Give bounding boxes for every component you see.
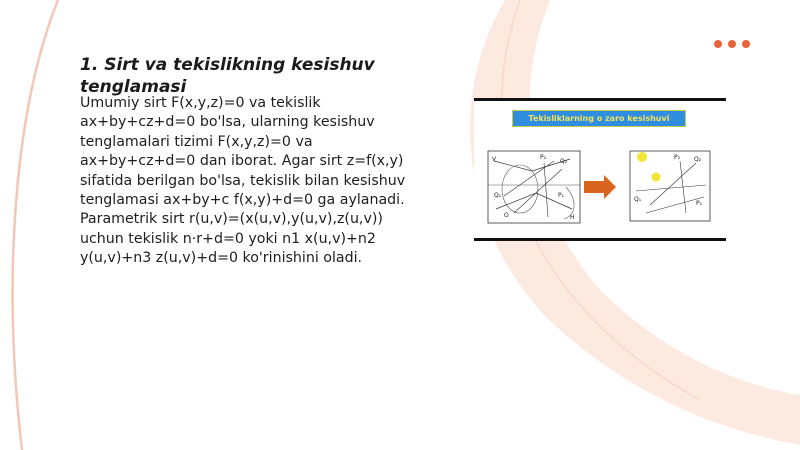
left-label-q1: Q₁ — [494, 192, 502, 199]
figure-header: Tekisliklarning o zaro kesishuvi — [512, 110, 686, 127]
accent-dot — [728, 40, 736, 48]
left-label-p2: P₂ — [540, 154, 547, 161]
accent-dots — [714, 40, 750, 48]
yellow-marker-mid — [652, 173, 661, 182]
thin-left-arc — [13, 0, 58, 450]
left-label-h: H — [570, 214, 575, 221]
left-label-o: O — [504, 212, 509, 219]
left-label-p1: P₁ — [558, 192, 565, 199]
left-label-v: V — [492, 156, 497, 163]
transition-arrow — [584, 175, 616, 199]
accent-dot — [714, 40, 722, 48]
right-label-p2: P₂ — [674, 154, 681, 161]
accent-dot — [742, 40, 750, 48]
slide-body-text: Umumiy sirt F(x,y,z)=0 va tekislik ax+by+cz+d=0 bo'lsa, ularning kesishuv tenglamalari tizimi F(x,y,z)=0 va ax+by+cz+d=0 dan iborat. Agar sirt z=f(x,y) sifatida berilgan bo'lsa, tekislik bilan kesishuv tenglamasi ax+by+c f(x,y)+d=0 ga aylanadi. Parametrik sirt r(u,v)=(x(u,v),y(u,v),z(u,v)) uchun tekislik n·r+d=0 yoki n1 x(u,v)+n2 y(u,v)+n3 z(u,v)+d=0 ko'rinishini oladi. — [80, 95, 406, 267]
left-label-q2: Q₂ — [560, 158, 568, 165]
slide-title: 1. Sirt va tekislikning kesishuv tenglamasi — [80, 55, 375, 97]
yellow-marker-top — [637, 152, 647, 162]
figure-drawing — [474, 101, 726, 241]
intersection-figure — [474, 98, 726, 241]
right-label-p1: P₁ — [696, 200, 703, 207]
right-label-q1: Q₁ — [634, 196, 642, 203]
right-label-q2: Q₂ — [694, 156, 702, 163]
